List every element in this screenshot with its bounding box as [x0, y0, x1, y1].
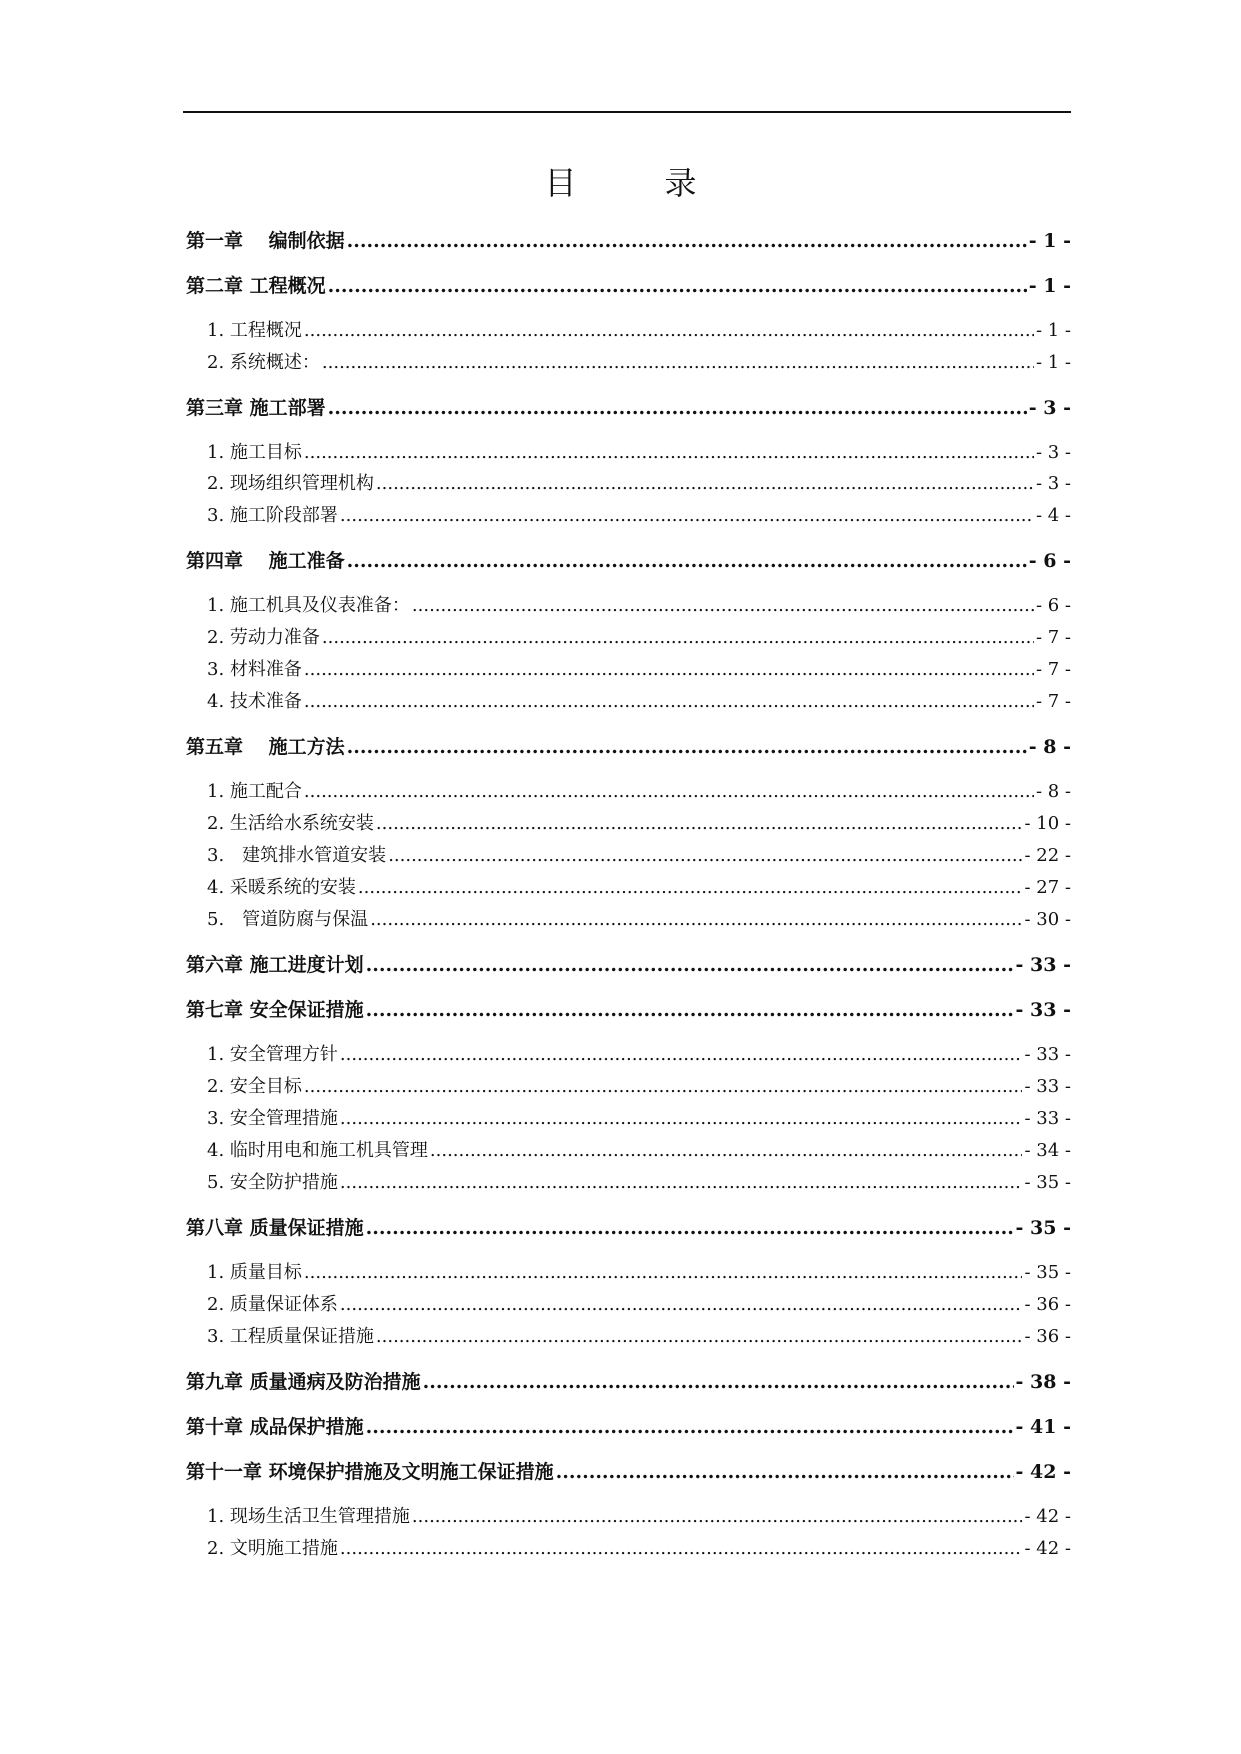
toc-section-entry[interactable]	[186, 348, 1071, 374]
toc-chapter-entry[interactable]	[186, 1367, 1071, 1394]
toc-dot-leader	[376, 1326, 1023, 1347]
toc-section-entry[interactable]	[186, 1502, 1071, 1528]
toc-dot-leader	[304, 659, 1034, 680]
toc-page-number: - 1 -	[1035, 352, 1071, 373]
toc-entry-label: 2. 文明施工措施	[207, 1538, 338, 1559]
toc-page-number: - 36 -	[1024, 1326, 1071, 1347]
toc-dot-leader	[412, 1506, 1023, 1527]
toc-entry-label: 第四章 施工准备	[186, 550, 345, 572]
toc-section-entry[interactable]	[186, 623, 1071, 649]
toc-section-entry[interactable]	[186, 1290, 1071, 1316]
toc-section-entry[interactable]	[186, 469, 1071, 495]
toc-section-entry[interactable]	[186, 1136, 1071, 1162]
toc-entry-label: 5. 管道防腐与保温	[207, 909, 369, 930]
toc-section-entry[interactable]	[186, 873, 1071, 899]
toc-dot-leader	[328, 275, 1027, 297]
toc-section-entry[interactable]	[186, 777, 1071, 803]
toc-dot-leader	[322, 627, 1034, 648]
header-rule	[183, 111, 1071, 113]
toc-page-number: - 35 -	[1024, 1172, 1071, 1193]
toc-entry-label: 4. 临时用电和施工机具管理	[207, 1140, 428, 1161]
toc-page-number: - 10 -	[1024, 813, 1071, 834]
toc-chapter-entry[interactable]	[186, 995, 1071, 1022]
toc-chapter-entry[interactable]	[186, 546, 1071, 573]
toc-entry-label: 1. 施工目标	[207, 442, 302, 463]
toc-chapter-entry[interactable]	[186, 1412, 1071, 1439]
toc-section-entry[interactable]	[186, 809, 1071, 835]
toc-dot-leader	[347, 230, 1027, 252]
toc-chapter-entry[interactable]	[186, 1213, 1071, 1240]
toc-entry-label: 第十一章 环境保护措施及文明施工保证措施	[186, 1461, 554, 1483]
toc-dot-leader	[376, 813, 1023, 834]
toc-dot-leader	[366, 999, 1014, 1021]
toc-entry-label: 2. 生活给水系统安装	[207, 813, 374, 834]
toc-entry-label: 第七章 安全保证措施	[186, 999, 364, 1021]
toc-entry-label: 4. 采暖系统的安装	[207, 877, 356, 898]
toc-entry-label: 3. 安全管理措施	[207, 1108, 338, 1129]
toc-entry-label: 3. 施工阶段部署	[207, 505, 338, 526]
toc-dot-leader	[304, 320, 1034, 341]
toc-page-number: - 42 -	[1024, 1506, 1071, 1527]
toc-section-entry[interactable]	[186, 501, 1071, 527]
toc-chapter-entry[interactable]	[186, 1457, 1071, 1484]
toc-section-entry[interactable]	[186, 1072, 1071, 1098]
toc-page-number: - 33 -	[1024, 1076, 1071, 1097]
toc-section-entry[interactable]	[186, 655, 1071, 681]
toc-dot-leader	[340, 1538, 1023, 1559]
toc-dot-leader	[412, 595, 1034, 616]
toc-entry-label: 第九章 质量通病及防治措施	[186, 1371, 421, 1393]
toc-dot-leader	[304, 1262, 1023, 1283]
toc-chapter-entry[interactable]	[186, 226, 1071, 253]
toc-dot-leader	[366, 954, 1014, 976]
toc-entry-label: 第六章 施工进度计划	[186, 954, 364, 976]
toc-dot-leader	[340, 1172, 1023, 1193]
toc-dot-leader	[366, 1416, 1014, 1438]
toc-page-number: - 33 -	[1024, 1044, 1071, 1065]
toc-entry-label: 第八章 质量保证措施	[186, 1217, 364, 1239]
toc-entry-label: 1. 工程概况	[207, 320, 302, 341]
toc-page-number: - 35 -	[1024, 1262, 1071, 1283]
toc-entry-label: 第一章 编制依据	[186, 230, 345, 252]
toc-entry-label: 2. 安全目标	[207, 1076, 302, 1097]
toc-dot-leader	[556, 1461, 1014, 1483]
toc-section-entry[interactable]	[186, 1104, 1071, 1130]
toc-dot-leader	[376, 473, 1034, 494]
toc-entry-label: 1. 施工配合	[207, 781, 302, 802]
toc-page-number: - 1 -	[1035, 320, 1071, 341]
toc-dot-leader	[304, 442, 1034, 463]
toc-entry-label: 2. 质量保证体系	[207, 1294, 338, 1315]
toc-page-number: - 33 -	[1015, 999, 1071, 1021]
toc-page-number: - 1 -	[1028, 275, 1071, 297]
toc-dot-leader	[340, 1044, 1023, 1065]
toc-page-number: - 7 -	[1035, 691, 1071, 712]
toc-page-number: - 42 -	[1015, 1461, 1071, 1483]
toc-page-number: - 1 -	[1028, 230, 1071, 252]
toc-entry-label: 第三章 施工部署	[186, 397, 326, 419]
toc-page-number: - 4 -	[1035, 505, 1071, 526]
toc-section-entry[interactable]	[186, 687, 1071, 713]
toc-entry-label: 3. 建筑排水管道安装	[207, 845, 387, 866]
toc-page-number: - 3 -	[1028, 397, 1071, 419]
toc-dot-leader	[340, 1108, 1023, 1129]
toc-section-entry[interactable]	[186, 1322, 1071, 1348]
toc-section-entry[interactable]	[186, 841, 1071, 867]
toc-entry-label: 第五章 施工方法	[186, 736, 345, 758]
toc-dot-leader	[328, 397, 1027, 419]
toc-section-entry[interactable]	[186, 1168, 1071, 1194]
toc-section-entry[interactable]	[186, 438, 1071, 464]
toc-page-number: - 27 -	[1024, 877, 1071, 898]
toc-page-number: - 34 -	[1024, 1140, 1071, 1161]
toc-section-entry[interactable]	[186, 1040, 1071, 1066]
toc-entry-label: 1. 现场生活卫生管理措施	[207, 1506, 410, 1527]
toc-page-number: - 8 -	[1035, 781, 1071, 802]
toc-title: 目 录	[544, 164, 725, 202]
toc-entry-label: 1. 施工机具及仪表准备：	[207, 595, 410, 616]
toc-section-entry[interactable]	[186, 316, 1071, 342]
toc-dot-leader	[340, 1294, 1023, 1315]
toc-section-entry[interactable]	[186, 1534, 1071, 1560]
toc-page-number: - 30 -	[1024, 909, 1071, 930]
toc-page-number: - 33 -	[1015, 954, 1071, 976]
toc-dot-leader	[340, 505, 1034, 526]
toc-page-number: - 3 -	[1035, 473, 1071, 494]
toc-entry-label: 2. 系统概述：	[207, 352, 320, 373]
toc-entry-label: 2. 现场组织管理机构	[207, 473, 374, 494]
toc-dot-leader	[423, 1371, 1014, 1393]
toc-entry-label: 第二章 工程概况	[186, 275, 326, 297]
toc-entry-label: 第十章 成品保护措施	[186, 1416, 364, 1438]
toc-page-number: - 6 -	[1035, 595, 1071, 616]
toc-dot-leader	[370, 909, 1022, 930]
toc-page-number: - 6 -	[1028, 550, 1071, 572]
toc-dot-leader	[304, 691, 1034, 712]
toc-dot-leader	[366, 1217, 1014, 1239]
toc-entry-label: 1. 质量目标	[207, 1262, 302, 1283]
toc-entry-label: 5. 安全防护措施	[207, 1172, 338, 1193]
toc-page-number: - 35 -	[1015, 1217, 1071, 1239]
toc-dot-leader	[304, 781, 1034, 802]
toc-page-number: - 38 -	[1015, 1371, 1071, 1393]
toc-dot-leader	[304, 1076, 1023, 1097]
toc-page-number: - 42 -	[1024, 1538, 1071, 1559]
toc-page-number: - 7 -	[1035, 627, 1071, 648]
toc-section-entry[interactable]	[186, 591, 1071, 617]
toc-page-number: - 22 -	[1024, 845, 1071, 866]
toc-entry-label: 1. 安全管理方针	[207, 1044, 338, 1065]
toc-entry-label: 3. 工程质量保证措施	[207, 1326, 374, 1347]
toc-page-number: - 7 -	[1035, 659, 1071, 680]
toc-dot-leader	[347, 736, 1027, 758]
toc-chapter-entry[interactable]	[186, 393, 1071, 420]
toc-dot-leader	[430, 1140, 1023, 1161]
toc-entry-label: 3. 材料准备	[207, 659, 302, 680]
toc-entry-label: 4. 技术准备	[207, 691, 302, 712]
toc-page-number: - 3 -	[1035, 442, 1071, 463]
toc-dot-leader	[358, 877, 1023, 898]
toc-chapter-entry[interactable]	[186, 271, 1071, 298]
toc-page-number: - 33 -	[1024, 1108, 1071, 1129]
toc-dot-leader	[347, 550, 1027, 572]
toc-section-entry[interactable]	[186, 905, 1071, 931]
toc-page-number: - 36 -	[1024, 1294, 1071, 1315]
toc-dot-leader	[388, 845, 1022, 866]
toc-page-number: - 8 -	[1028, 736, 1071, 758]
toc-page-number: - 41 -	[1015, 1416, 1071, 1438]
toc-chapter-entry[interactable]	[186, 732, 1071, 759]
toc-entry-label: 2. 劳动力准备	[207, 627, 320, 648]
toc-dot-leader	[322, 352, 1034, 373]
toc-chapter-entry[interactable]	[186, 950, 1071, 977]
toc-section-entry[interactable]	[186, 1258, 1071, 1284]
